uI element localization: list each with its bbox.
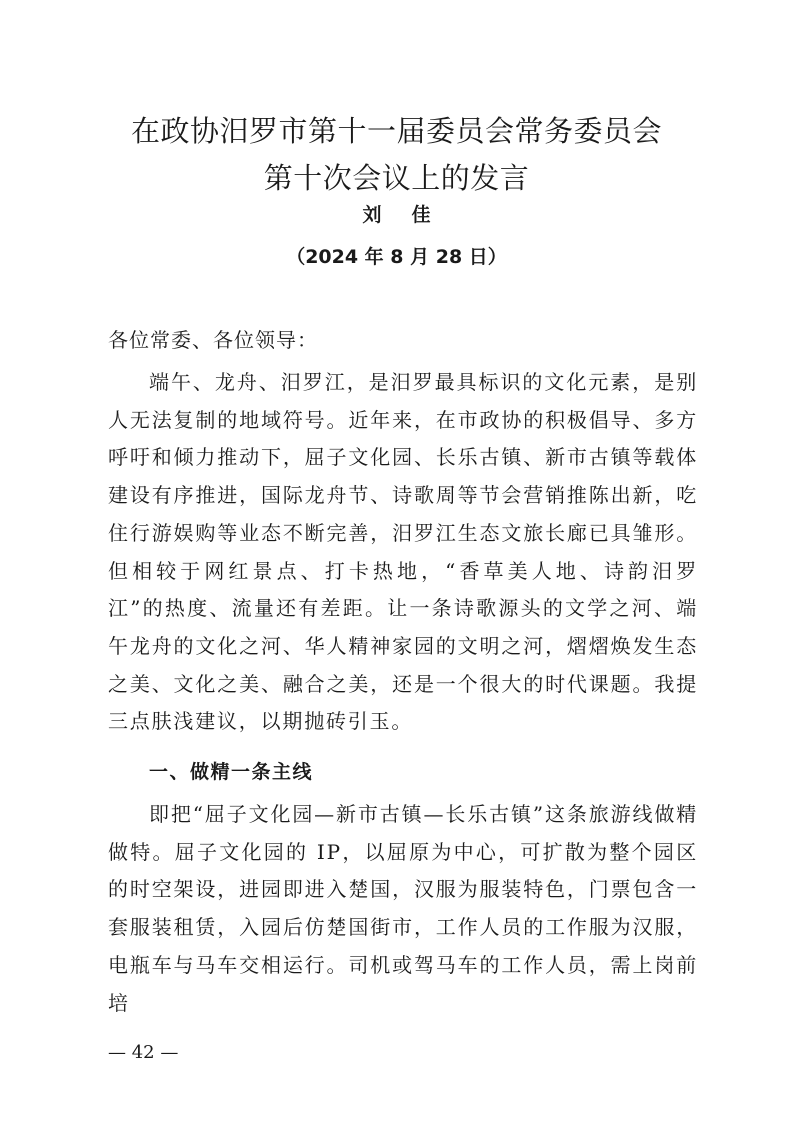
body-paragraph-2: 即把“屈子文化园—新市古镇—长乐古镇”这条旅游线做精做特。屈子文化园的 IP，以屈原为中心，可扩散为整个园区的时空架设，进园即进入楚国，汉服为服装特色，门票包含一套服装租赁，入园后仿楚国街市，工作人员的工作服为汉服，电瓶车与马车交相运行。司机或驾马车的工作人员，需上岗前培 [108,802,698,1015]
page-number: — 42 — [108,1042,179,1063]
document-title-line-1: 在政协汨罗市第十一届委员会常务委员会 [130,114,662,148]
salutation: 各位常委、各位领导： [108,328,318,352]
document-title-line-2: 第十次会议上的发言 [263,161,530,195]
body-paragraph-1: 端午、龙舟、汨罗江，是汨罗最具标识的文化元素，是别人无法复制的地域符号。近年来，在市政协的积极倡导、多方呼吁和倾力推动下，屈子文化园、长乐古镇、新市古镇等载体建设有序推进，国际龙舟节、诗歌周等节会营销推陈出新，吃住行游娱购等业态不断完善，汨罗江生态文旅长廊已具雏形。但相较于网红景点、打卡热地，“香草美人地、诗韵汨罗江”的热度、流量还有差距。让一条诗歌源头的文学之河、端午龙舟的文化之河、华人精神家园的文明之河，熠熠焕发生态之美、文化之美、融合之美，还是一个很大的时代课题。我提三点肤浅建议，以期抛砖引玉。 [108,370,698,734]
author-name: 刘佳 [362,204,461,226]
speech-date: （2024 年 8 月 28 日） [286,246,507,268]
section-heading-1: 一、做精一条主线 [149,761,314,783]
